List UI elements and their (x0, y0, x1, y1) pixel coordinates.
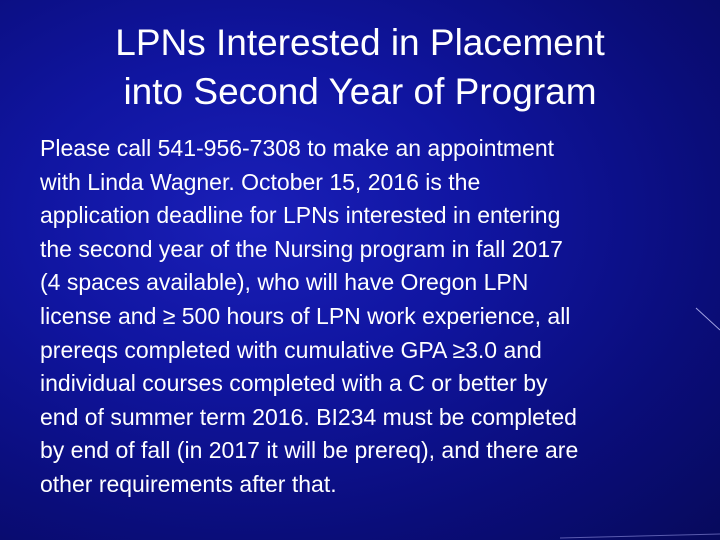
slide-body (40, 132, 712, 502)
title-line: LPNs Interested in Placement (115, 22, 605, 63)
body-line: license and ≥ 500 hours of LPN work experience, all (40, 302, 571, 329)
body-line: individual courses completed with a C or better by (40, 370, 548, 397)
body-line: (4 spaces available), who will have Oregon LPN (40, 269, 529, 296)
body-line: application deadline for LPNs interested in entering (40, 202, 561, 229)
body-line: end of summer term 2016. BI234 must be completed (40, 403, 577, 430)
body-line: Please call 541-956-7308 to make an appointment (40, 135, 555, 161)
slide-title (20, 18, 700, 116)
body-line: prereqs completed with cumulative GPA ≥3.0 and (40, 336, 542, 363)
title-line: into Second Year of Program (123, 71, 597, 112)
body-line: by end of fall (in 2017 it will be prereq), and there are (40, 437, 579, 464)
body-line: other requirements after that. (40, 470, 337, 497)
body-line: with Linda Wagner. October 15, 2016 is the (40, 168, 481, 195)
decorative-line (560, 534, 720, 538)
body-line: the second year of the Nursing program in fall 2017 (40, 235, 563, 262)
